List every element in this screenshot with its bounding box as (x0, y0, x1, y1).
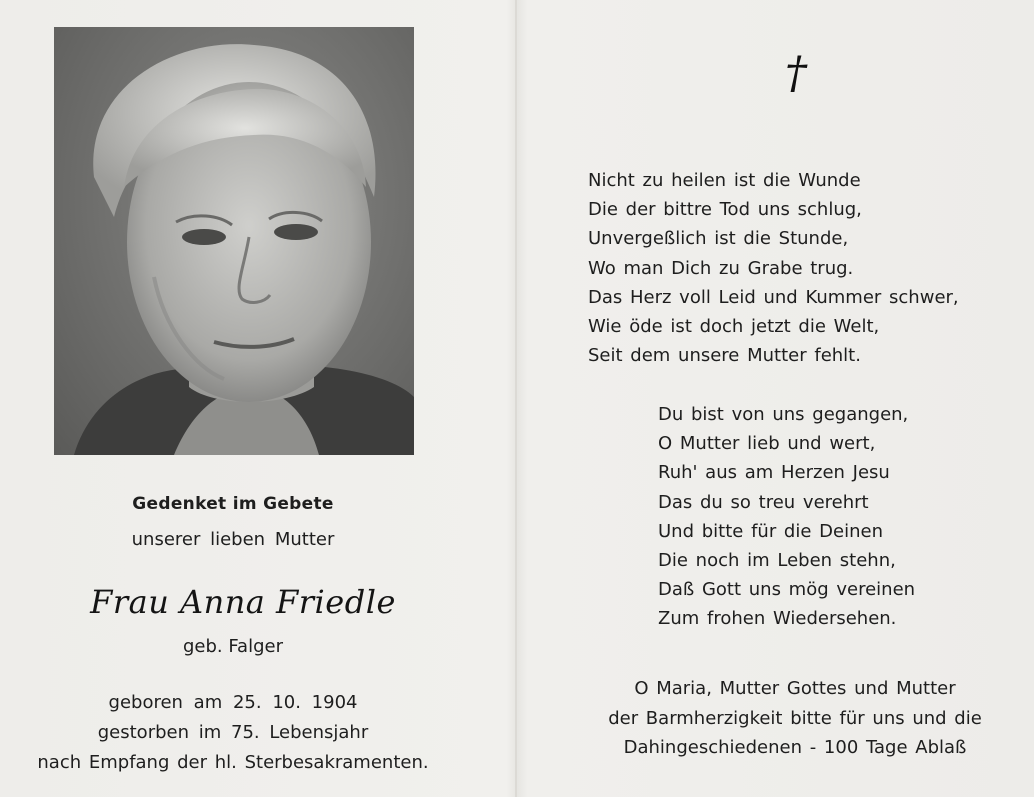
poem-line: Zum frohen Wiedersehen. (658, 608, 897, 630)
poem-line: Das du so treu verehrt (658, 491, 869, 513)
poem-line: Ruh' aus am Herzen Jesu (658, 462, 890, 484)
poem-line: Du bist von uns gegangen, (658, 404, 909, 425)
card-fold (515, 0, 517, 797)
poem-line: Das Herz voll Leid und Kummer schwer, (588, 286, 959, 308)
portrait-photo (54, 27, 414, 455)
poem-line: Und bitte für die Deinen (658, 520, 883, 542)
cross-icon: † (785, 48, 807, 99)
poem-line: Die noch im Leben stehn, (658, 550, 896, 572)
prayer-line: O Maria, Mutter Gottes und Mutter (634, 678, 956, 699)
sacrament-note: nach Empfang der hl. Sterbesakramenten. (37, 752, 429, 773)
poem-line: Unvergeßlich ist die Stunde, (588, 228, 849, 250)
prayer-text (575, 674, 1015, 763)
poem-stanza-1 (588, 166, 959, 370)
poem-line: Wo man Dich zu Grabe trug. (588, 257, 854, 279)
prayer-line: Dahingeschiedenen - 100 Tage Ablaß (623, 737, 967, 758)
poem-line: Seit dem unsere Mutter fehlt. (588, 345, 861, 367)
poem-line: Die der bittre Tod uns schlug, (588, 199, 862, 221)
poem-line: Wie öde ist doch jetzt die Welt, (588, 316, 880, 338)
death-info: gestorben im 75. Lebensjahr (97, 722, 369, 743)
prayer-line: der Barmherzigkeit bitte für uns und die (608, 707, 982, 729)
memorial-heading: Gedenket im Gebete (132, 494, 334, 514)
poem-line: Daß Gott uns mög vereinen (658, 579, 916, 601)
maiden-name: geb. Falger (182, 636, 283, 657)
deceased-name: Frau Anna Friedle (90, 583, 396, 621)
poem-stanza-2 (658, 400, 915, 634)
poem-line: O Mutter lieb und wert, (658, 433, 876, 455)
birth-date: geboren am 25. 10. 1904 (108, 692, 358, 713)
poem-line: Nicht zu heilen ist die Wunde (588, 170, 861, 191)
memorial-subheading: unserer lieben Mutter (131, 529, 335, 550)
